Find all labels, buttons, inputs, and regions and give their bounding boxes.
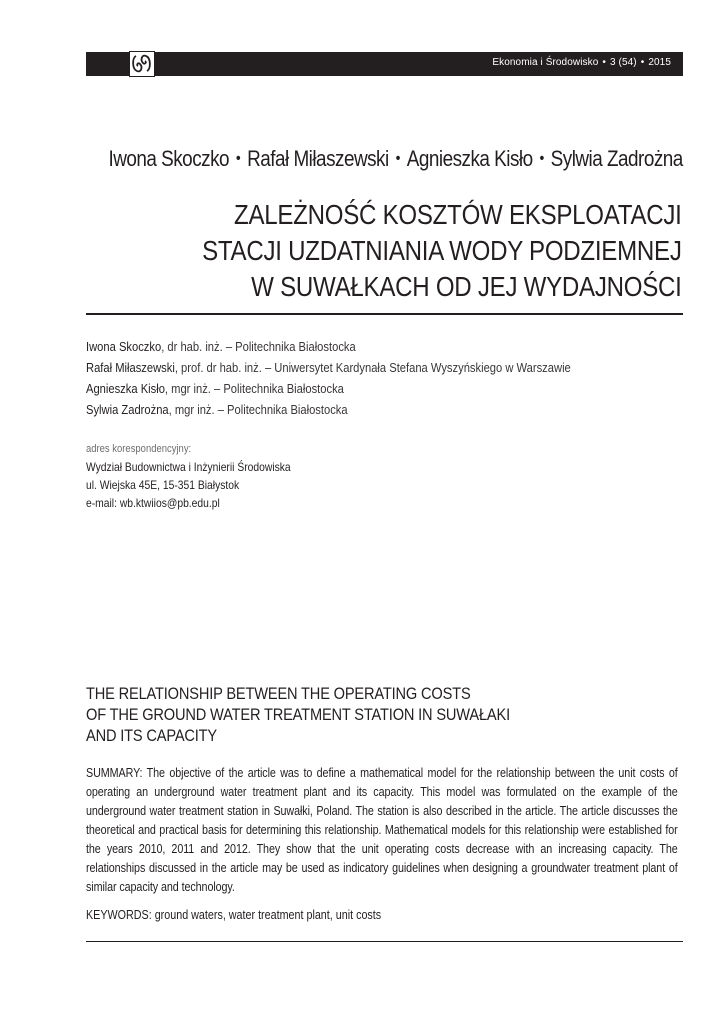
- affiliation-name: Agnieszka Kisło: [86, 381, 165, 396]
- summary-text: The objective of the article was to define a mathematical model for the relationship between the unit costs of operating an underground water treatment plant and its capacity. This model was formulated on the example of the underground water treatment station in Suwałki, Poland. The station is also described in the article. The article discusses the theoretical and practical basis for determining this relationship. Mathematical models for this relationship were established for the years 2010, 2011 and 2012. They show that the unit operating costs decrease with an increasing capacity. The relationships discussed in the article may be used as indicatory guidelines when designing a groundwater treatment plant of similar capacity and technology.: [86, 766, 678, 894]
- title-line: STACJI UZDATNIANIA WODY PODZIEMNEJ: [202, 235, 682, 266]
- summary-paragraph: [86, 764, 678, 897]
- title-line: AND ITS CAPACITY: [86, 726, 218, 745]
- affiliation: [86, 357, 571, 378]
- correspondence-label: adres korespondencyjny:: [86, 443, 192, 455]
- title-line: W SUWAŁKACH OD JEJ WYDAJNOŚCI: [251, 271, 682, 302]
- bottom-divider: [86, 941, 683, 942]
- affiliations: [86, 336, 571, 420]
- affiliation-name: Sylwia Zadrożna: [86, 402, 169, 417]
- affiliation-details: , dr hab. inż. – Politechnika Białostocka: [161, 339, 356, 354]
- affiliation-name: Rafał Miłaszewski: [86, 360, 175, 375]
- title-line: THE RELATIONSHIP BETWEEN THE OPERATING COSTS: [86, 684, 471, 703]
- authors-line: Iwona Skoczko • Rafał Miłaszewski • Agnieszka Kisło • Sylwia Zadrożna: [108, 146, 683, 171]
- author-name: Iwona Skoczko: [108, 146, 230, 171]
- article-title-polish: [202, 197, 682, 305]
- author-name: Rafał Miłaszewski: [247, 146, 389, 171]
- title-line: OF THE GROUND WATER TREATMENT STATION IN SUWAŁAKI: [86, 705, 510, 724]
- journal-logo-icon: [129, 51, 155, 77]
- affiliation-name: Iwona Skoczko: [86, 339, 162, 354]
- affiliation-details: , mgr inż. – Politechnika Białostocka: [164, 381, 344, 396]
- correspondence-address: [86, 440, 291, 512]
- journal-name: Ekonomia i Środowisko: [492, 57, 599, 68]
- affiliation: [86, 336, 568, 357]
- author-name: Sylwia Zadrożna: [550, 146, 683, 171]
- keywords-label: KEYWORDS:: [86, 908, 152, 922]
- title-divider: [86, 313, 683, 315]
- affiliation-details: , prof. dr hab. inż. – Uniwersytet Kardynała Stefana Wyszyńskiego w Warszawie: [174, 360, 571, 375]
- journal-year: 2015: [648, 57, 671, 68]
- correspondence-line: ul. Wiejska 45E, 15-351 Białystok: [86, 478, 240, 492]
- author-name: Agnieszka Kisło: [406, 146, 533, 171]
- keywords-text: ground waters, water treatment plant, unit costs: [151, 908, 382, 922]
- affiliation-details: , mgr inż. – Politechnika Białostocka: [168, 402, 348, 417]
- correspondence-line: Wydział Budownictwa i Inżynierii Środowiska: [86, 460, 291, 474]
- journal-issue: 3 (54): [610, 57, 637, 68]
- summary-label: SUMMARY:: [86, 766, 143, 780]
- correspondence-email: e-mail: wb.ktwiios@pb.edu.pl: [86, 496, 220, 510]
- article-title-english: [86, 683, 510, 746]
- affiliation: [86, 378, 568, 399]
- keywords-line: [86, 906, 381, 925]
- title-line: ZALEŻNOŚĆ KOSZTÓW EKSPLOATACJI: [234, 199, 683, 230]
- affiliation: [86, 399, 568, 420]
- journal-reference: Ekonomia i Środowisko • 3 (54) • 2015: [492, 57, 671, 68]
